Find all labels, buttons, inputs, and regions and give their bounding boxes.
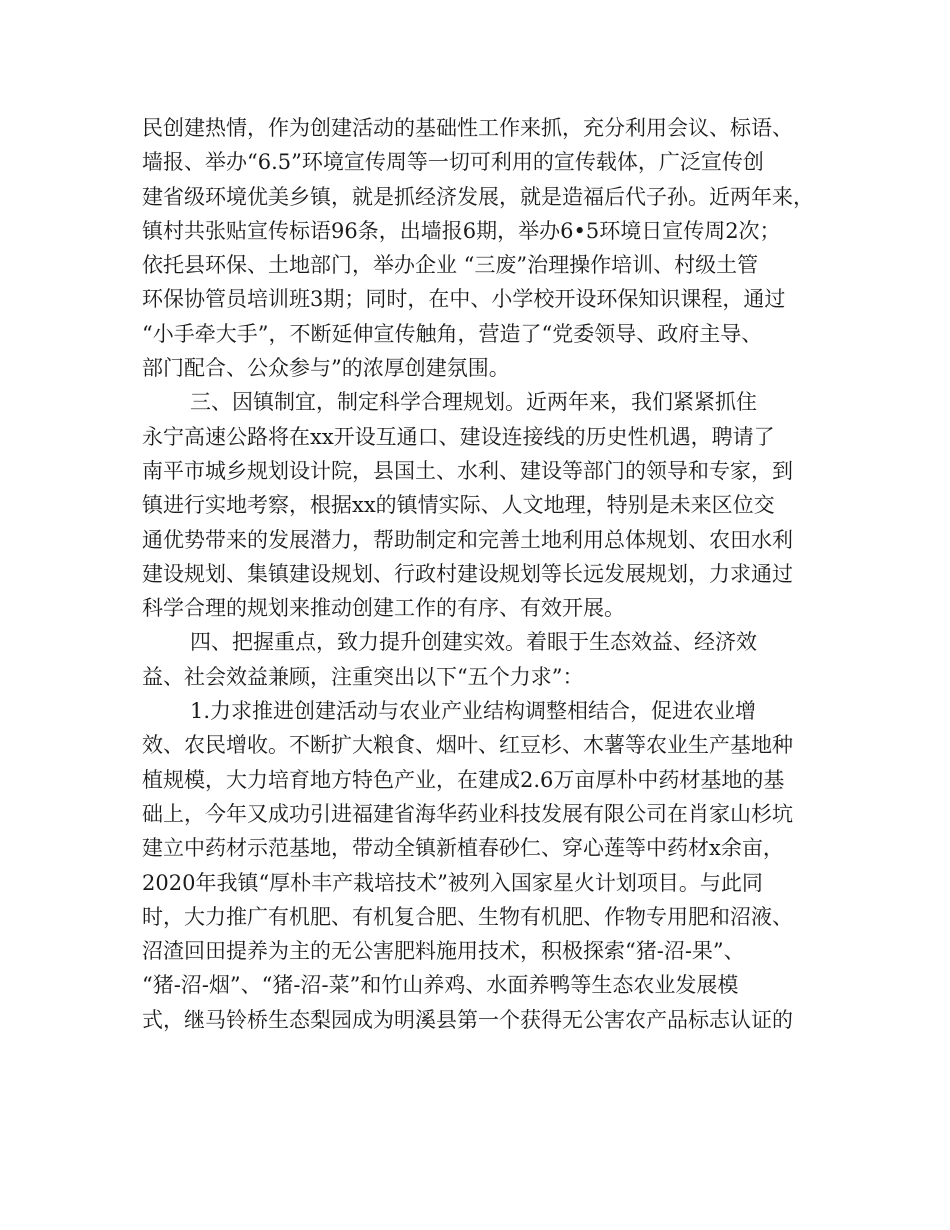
text-line: 南平市城乡规划设计院，县国土、水利、建设等部门的领导和专家，到 — [142, 458, 793, 483]
text-line: 镇进行实地考察，根据xx的镇情实际、人文地理，特别是未来区位交 — [142, 493, 775, 518]
text-line: 通优势带来的发展潜力，帮助制定和完善土地利用总体规划、农田水利 — [142, 527, 793, 552]
text-line: 益、社会效益兼顾，注重突出以下“五个力求”： — [142, 664, 584, 689]
text-line: 民创建热情，作为创建活动的基础性工作来抓，充分利用会议、标语、 — [142, 116, 793, 140]
text-line: “小手牵大手”，不断延伸宣传触角，营造了“党委领导、政府主导、 — [142, 321, 763, 346]
text-line: 建立中药材示范基地，带动全镇新植春砂仁、穿心莲等中药材x余亩， — [142, 836, 784, 861]
document-body-text — [142, 111, 824, 1037]
text-line: 依托县环保、土地部门，举办企业 “三废”治理操作培训、村级土管 — [142, 253, 759, 278]
text-line: 墙报、举办“6.5”环境宣传周等一切可利用的宣传载体，广泛宣传创 — [142, 150, 764, 175]
text-line: 植规模，大力培育地方特色产业，在建成2.6万亩厚朴中药材基地的基 — [142, 767, 785, 792]
text-line: 建省级环境优美乡镇，就是抓经济发展，就是造福后代子孙。近两年来， — [142, 184, 814, 209]
text-line: 2020年我镇“厚朴丰产栽培技术”被列入国家星火计划项目。与此同 — [142, 870, 763, 895]
text-line: 础上，今年又成功引进福建省海华药业科技发展有限公司在肖家山杉坑 — [142, 801, 793, 826]
text-line: 效、农民增收。不断扩大粮食、烟叶、红豆杉、木薯等农业生产基地种 — [142, 733, 793, 758]
paragraph-first-line: 三、因镇制宜，制定科学合理规划。近两年来，我们紧紧抓住 — [190, 390, 757, 415]
text-line: 环保协管员培训班3期；同时，在中、小学校开设环保知识课程，通过 — [142, 287, 786, 312]
text-line: 时，大力推广有机肥、有机复合肥、生物有机肥、作物专用肥和沼液、 — [142, 904, 793, 929]
text-line: 沼渣回田提养为主的无公害肥料施用技术，积极探索“猪-沼-果”、 — [142, 939, 745, 964]
text-line: 建设规划、集镇建设规划、行政村建设规划等长远发展规划，力求通过 — [142, 561, 793, 586]
text-line: “猪-沼-烟”、“猪-沼-菜”和竹山养鸡、水面养鸭等生态农业发展模 — [142, 973, 739, 998]
text-line: 永宁高速公路将在xx开设互通口、建设连接线的历史性机遇，聘请了 — [142, 424, 775, 449]
paragraph-first-line: 四、把握重点，致力提升创建实效。着眼于生态效益、经济效 — [190, 630, 757, 655]
text-line: 镇村共张贴宣传标语96条，出墙报6期，举办6•5环境日宣传周2次； — [142, 218, 781, 243]
text-line: 科学合理的规划来推动创建工作的有序、有效开展。 — [142, 596, 625, 621]
text-line: 式，继马铃桥生态梨园成为明溪县第一个获得无公害农产品标志认证的 — [142, 1007, 793, 1032]
text-line: 部门配合、公众参与”的浓厚创建氛围。 — [142, 356, 510, 381]
paragraph-first-line: 1.力求推进创建活动与农业产业结构调整相结合，促进农业增 — [190, 699, 757, 724]
